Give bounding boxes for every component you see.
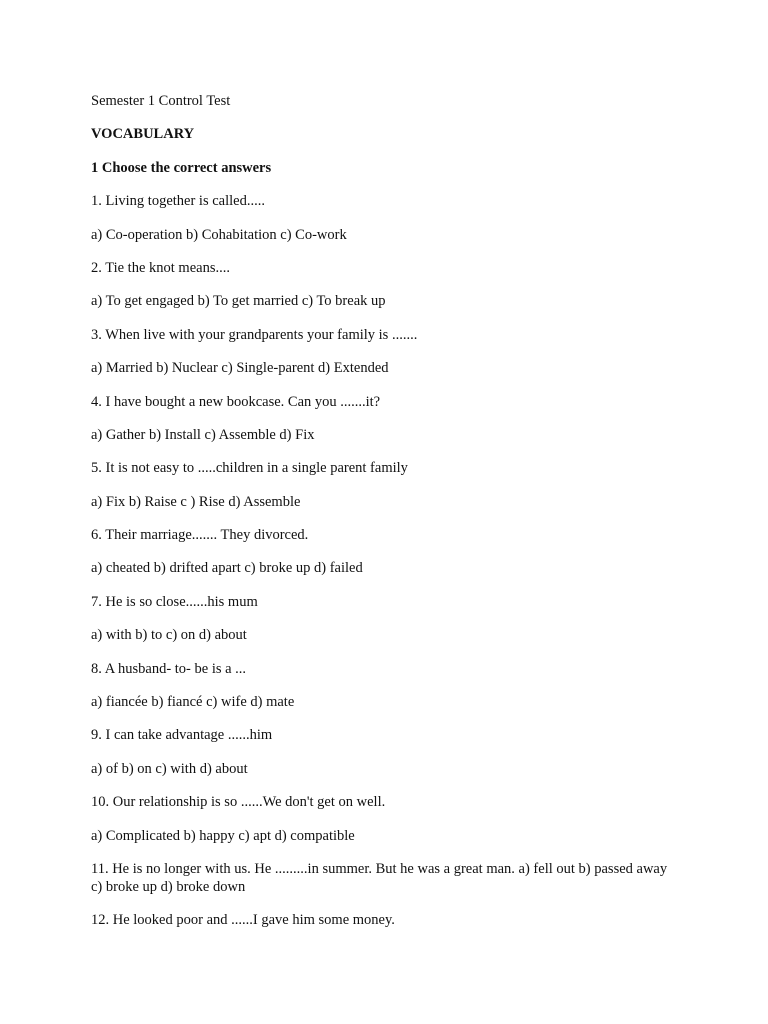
options-8: a) fiancée b) fiancé c) wife d) mate <box>91 694 295 711</box>
options-7: a) with b) to c) on d) about <box>91 627 247 644</box>
options-6: a) cheated b) drifted apart c) broke up d) failed <box>91 560 363 577</box>
question-7: 7. He is so close......his mum <box>91 593 258 610</box>
options-10: a) Complicated b) happy c) apt d) compatible <box>91 827 355 844</box>
question-11: 11. He is no longer with us. He .........in summer. But he was a great man. a) fell out b) passed away c) broke up d) broke down <box>91 860 668 895</box>
options-3: a) Married b) Nuclear c) Single-parent d) Extended <box>91 360 389 377</box>
section-heading: VOCABULARY <box>91 126 195 143</box>
question-6: 6. Their marriage....... They divorced. <box>91 527 309 544</box>
document-title: Semester 1 Control Test <box>91 93 231 109</box>
options-2: a) To get engaged b) To get married c) To break up <box>91 293 386 310</box>
question-8: 8. A husband- to- be is a ... <box>91 660 247 677</box>
question-2: 2. Tie the knot means.... <box>91 259 230 276</box>
question-1: 1. Living together is called..... <box>91 193 265 210</box>
question-5: 5. It is not easy to .....children in a single parent family <box>91 460 408 477</box>
question-3: 3. When live with your grandparents your family is ....... <box>91 326 418 343</box>
options-4: a) Gather b) Install c) Assemble d) Fix <box>91 426 315 443</box>
options-5: a) Fix b) Raise c ) Rise d) Assemble <box>91 493 301 510</box>
options-9: a) of b) on c) with d) about <box>91 760 248 777</box>
question-10: 10. Our relationship is so ......We don't get on well. <box>91 794 386 811</box>
exercise-instruction: 1 Choose the correct answers <box>91 159 272 176</box>
question-12: 12. He looked poor and ......I gave him some money. <box>91 912 395 929</box>
question-9: 9. I can take advantage ......him <box>91 727 273 744</box>
document-page <box>91 92 681 945</box>
question-4: 4. I have bought a new bookcase. Can you .......it? <box>91 393 381 410</box>
options-1: a) Co-operation b) Cohabitation c) Co-work <box>91 226 347 243</box>
